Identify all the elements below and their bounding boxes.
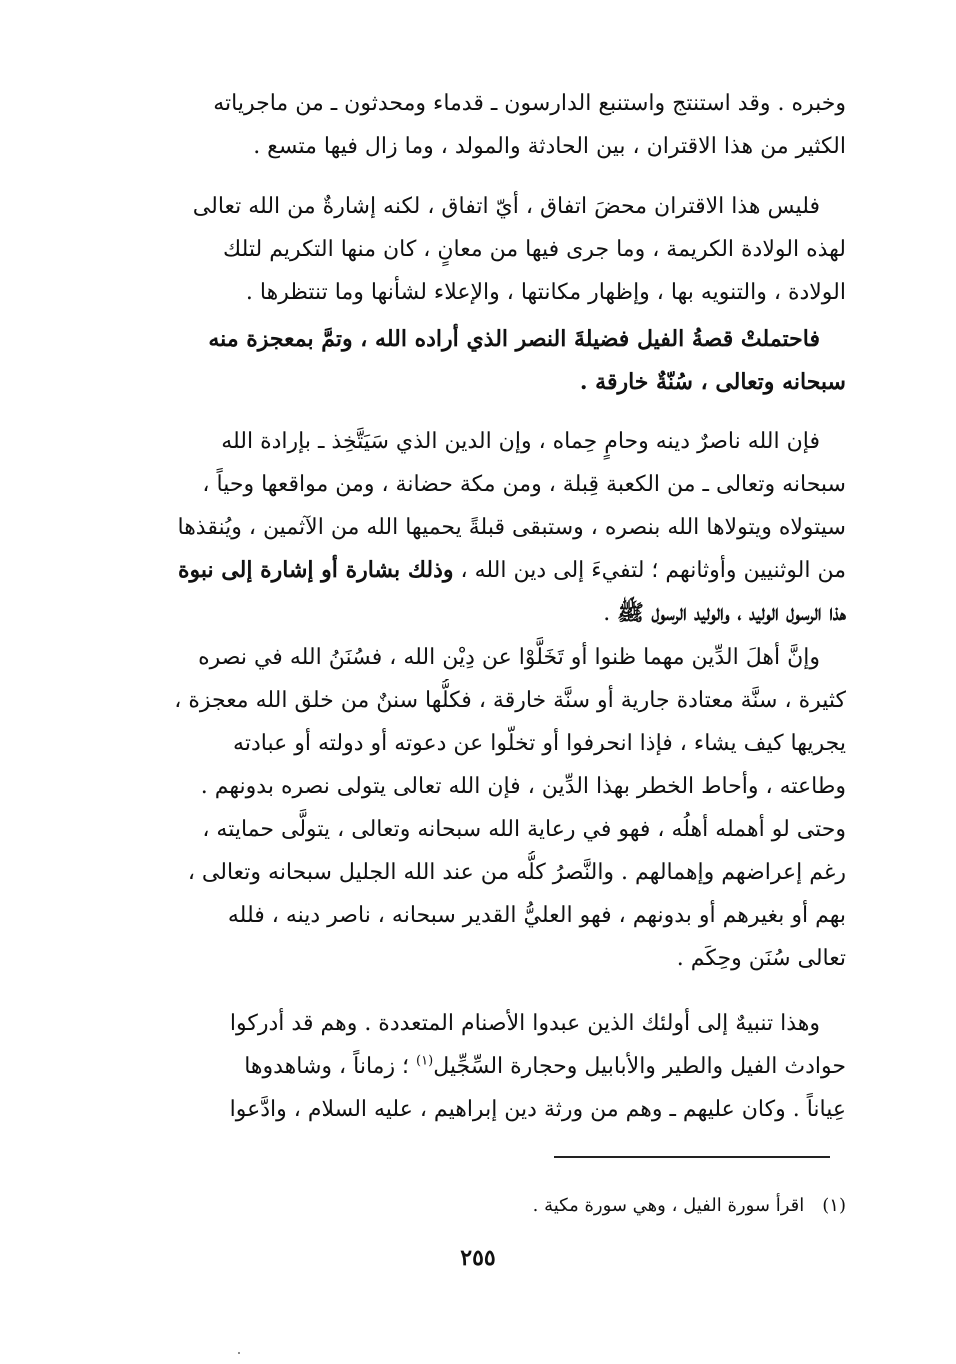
- paragraph-4: [110, 420, 846, 635]
- text-line: لهذه الولادة الكريمة ، وما جرى فيها من معانٍ ، كان منها التكريم لتلك: [223, 237, 846, 262]
- text-line: الولادة ، والتنويه بها ، وإظهار مكانتها ، والإعلاء لشأنها وما تنتظرها .: [245, 280, 846, 305]
- footnote-text: اقرأ سورة الفيل ، وهي سورة مكية .: [532, 1195, 805, 1216]
- bold-segment: هذا الرسول الوليد ، والوليد الرسول ﷺ: [617, 600, 846, 626]
- text-line: وطاعته ، وأحاط الخطر بهذا الدِّين ، فإن الله تعالى يتولى نصره بدونهم .: [200, 774, 846, 799]
- text-line: الكثير من هذا الاقتران ، بين الحادثة والمولد ، وما زال فيها متسع .: [253, 134, 846, 159]
- paragraph-1: [110, 82, 846, 168]
- text-line: فاحتملتْ قصةُ الفيل فضيلةَ النصر الذي أراده الله ، وتمَّ بمعجزة منه: [208, 326, 820, 352]
- footnote-marker: (١): [822, 1195, 846, 1216]
- text-line: عِياناً . وكان عليهم ـ وهم من ورثة دين إبراهيم ، عليه السلام ، وادَّعوا: [229, 1097, 846, 1122]
- text-segment: ؛ زماناً ، وشاهدوها: [244, 1054, 417, 1079]
- text-line: وإنَّ أهلَ الدِّين مهما ظنوا أو تَخَلَّوْا عن دِيْن الله ، فسُنَنُ الله في نصره: [198, 645, 820, 670]
- paragraph-6: [110, 1002, 846, 1131]
- text-line-mixed: [110, 592, 846, 635]
- text-line-mixed: [110, 549, 846, 592]
- scan-speck: [238, 1352, 240, 1354]
- text-line: وهذا تنبيهٌ إلى أولئك الذين عبدوا الأصنام المتعددة . وهم قد أدركوا: [229, 1011, 820, 1036]
- page-number: ٢٥٥: [460, 1245, 496, 1271]
- text-segment: من الوثنيين وأوثانهم ؛ لتفيءَ إلى دين الله ،: [460, 558, 846, 583]
- paragraph-2: [110, 185, 846, 314]
- text-line: وخبره . وقد استنتج واستنبع الدارسون ـ قدماء ومحدثون ـ من ماجرياته: [213, 91, 846, 116]
- text-line: رغم إعراضهم وإهمالهم . والنَّصرُ كلُّه من عند الله الجليل سبحانه وتعالى ،: [187, 860, 846, 885]
- text-line: سيتولاه ويتولاها الله بنصره ، وستبقى قبلةً يحميها الله من الآثمين ، ويُنقذها: [177, 515, 846, 540]
- text-line: تعالى سُنَن وحِكَم .: [676, 946, 846, 971]
- text-line: وحتى لو أهمله أهلُه ، فهو في رعاية الله سبحانه وتعالى ، يتولَّى حمايته ،: [202, 817, 846, 842]
- text-line: كثيرة ، سنَّة معتادة جارية أو سنَّة خارقة ، فكلُّها سننٌ من خلق الله معجزة ،: [174, 688, 846, 713]
- text-line: يجريها كيف يشاء ، فإذا انحرفوا أو تخلّوا عن دعوته أو دولته أو عبادته: [233, 731, 846, 756]
- text-line: فإن الله ناصرٌ دينه وحامٍ حِماه ، وإن الدين الذي سَيَتَّخِذ ـ بإرادة الله: [221, 429, 820, 454]
- text-line: فليس هذا الاقتران محضَ اتفاق ، أيّ اتفاق ، لكنه إشارةٌ من الله تعالى: [192, 194, 820, 219]
- bold-segment: وذلك بشارة أو إشارة إلى نبوة: [177, 557, 454, 583]
- text-segment: .: [603, 601, 618, 626]
- text-line: سبحانه وتعالى ـ من الكعبة قِبلة ، ومن مكة حضانة ، ومن مواقعها وحياً ،: [202, 472, 846, 497]
- footnote-reference[interactable]: (١): [416, 1053, 434, 1069]
- text-line: بهم أو بغيرهم أو بدونهم ، فهو العليُّ القدير سبحانه ، ناصر دينه ، فلله: [227, 903, 846, 928]
- text-segment: حوادث الفيل والطير والأبابيل وحجارة السِّجِّيل: [433, 1054, 846, 1079]
- text-line-with-footnote-ref: [110, 1045, 846, 1088]
- paragraph-5: [110, 636, 846, 980]
- text-line: سبحانه وتعالى ، سُنّةٌ خارقة .: [579, 369, 846, 395]
- paragraph-3-bold: [110, 318, 846, 404]
- footnote: [110, 1192, 846, 1220]
- footnote-divider: [554, 1156, 830, 1158]
